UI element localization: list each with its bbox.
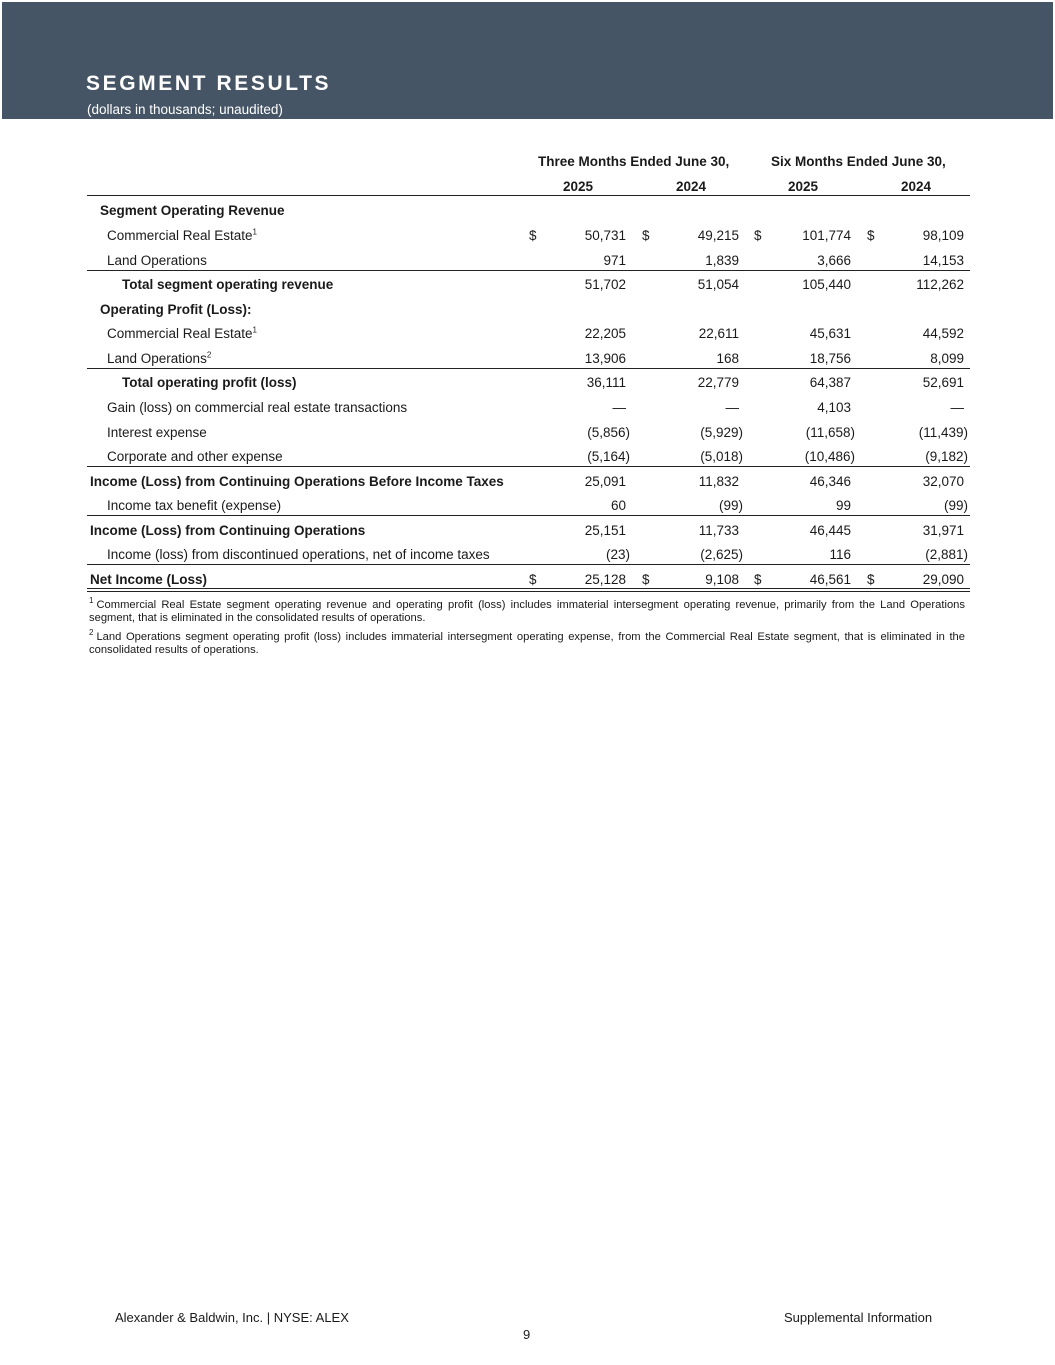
row-rule	[87, 564, 970, 565]
double-rule-bottom	[87, 591, 970, 592]
row-label: Commercial Real Estate$^1$	[107, 325, 257, 341]
col-year-ytd-2025: 2025	[788, 179, 819, 194]
value-q-2024: (5,929)	[700, 425, 743, 440]
page-number: 9	[523, 1327, 531, 1342]
value-q-2025: 25,128	[584, 572, 626, 587]
table-row-land-revenue	[87, 248, 970, 272]
value-ytd-2025: 99	[835, 498, 851, 513]
footer-section: Supplemental Information	[784, 1310, 933, 1325]
value-ytd-2025: 46,445	[809, 523, 851, 538]
footnote-1: $^1$ Commercial Real Estate segment operating revenue and operating profit (loss) includes immaterial intersegment operating revenue, primarily from the Land Operations segment, that is eliminated in the consolidated results of operations.	[89, 596, 965, 624]
value-ytd-2024: (99)	[943, 498, 968, 513]
currency-symbol: $	[642, 572, 650, 587]
row-label: Commercial Real Estate$^1$	[107, 227, 257, 243]
header-rule	[87, 195, 970, 196]
value-q-2024: 51,054	[697, 277, 739, 292]
currency-symbol: $	[754, 228, 762, 243]
row-label: Segment Operating Revenue	[100, 203, 285, 218]
value-ytd-2024: 31,971	[922, 523, 964, 538]
footnote-text: Land Operations segment operating profit (loss) includes immaterial intersegment operating expense, from the Commercial Real Estate segment, that is eliminated in the consolidated results of operations.	[89, 631, 965, 656]
value-q-2024: 22,611	[698, 326, 739, 341]
value-ytd-2024: 29,090	[922, 572, 964, 587]
table-row-total-operating-profit	[87, 370, 970, 394]
row-rule	[87, 466, 970, 467]
table-row-pretax-income	[87, 469, 970, 493]
value-ytd-2025: 101,774	[802, 228, 851, 243]
row-label: Total operating profit (loss)	[122, 375, 297, 390]
table-row-cre-operating-profit	[87, 321, 970, 345]
value-ytd-2025: 4,103	[817, 400, 851, 415]
col-year-ytd-2024: 2024	[901, 179, 932, 194]
value-ytd-2024: (2,881)	[925, 547, 968, 562]
table-row-income-tax	[87, 493, 970, 517]
value-q-2024: 168	[716, 351, 739, 366]
value-q-2024: 49,215	[697, 228, 739, 243]
value-ytd-2024: 98,109	[922, 228, 964, 243]
value-q-2025: —	[612, 400, 626, 415]
value-ytd-2025: 46,346	[809, 474, 851, 489]
double-rule-top	[87, 588, 970, 589]
row-label: Land Operations	[107, 253, 207, 268]
table-row-discontinued-ops	[87, 542, 970, 566]
value-ytd-2025: 45,631	[809, 326, 851, 341]
row-label: Income (loss) from discontinued operations, net of income taxes	[107, 547, 490, 562]
value-ytd-2025: (10,486)	[804, 449, 855, 464]
row-label: Gain (loss) on commercial real estate transactions	[107, 400, 408, 415]
value-q-2025: 51,702	[584, 277, 626, 292]
row-label: Net Income (Loss)	[90, 572, 208, 587]
table-row-continuing-ops	[87, 518, 970, 542]
row-rule	[87, 368, 970, 369]
table-row-operating-profit-heading	[87, 297, 970, 321]
value-q-2025: (5,856)	[587, 425, 630, 440]
currency-symbol: $	[529, 228, 537, 243]
row-label: Total segment operating revenue	[122, 277, 334, 292]
table-row-corporate-expense	[87, 444, 970, 468]
value-q-2024: 11,832	[698, 474, 739, 489]
value-ytd-2025: 3,666	[817, 253, 851, 268]
value-q-2024: 9,108	[705, 572, 739, 587]
col-year-q-2025: 2025	[563, 179, 594, 194]
value-q-2025: 22,205	[584, 326, 626, 341]
col-group-six-months: Six Months Ended June 30,	[771, 154, 946, 169]
value-q-2024: (5,018)	[700, 449, 743, 464]
value-ytd-2025: (11,658)	[805, 425, 855, 440]
value-q-2024: 11,733	[698, 523, 739, 538]
value-ytd-2024: 14,153	[922, 253, 964, 268]
table-row-segment-revenue-heading	[87, 198, 970, 222]
col-group-three-months: Three Months Ended June 30,	[538, 154, 730, 169]
value-q-2025: (23)	[605, 547, 630, 562]
row-label: Income (Loss) from Continuing Operations	[90, 523, 366, 538]
page-title: SEGMENT RESULTS	[86, 72, 332, 95]
value-q-2025: 13,906	[584, 351, 626, 366]
currency-symbol: $	[529, 572, 537, 587]
value-q-2025: 25,151	[584, 523, 626, 538]
currency-symbol: $	[754, 572, 762, 587]
value-q-2025: 25,091	[584, 474, 626, 489]
value-q-2025: (5,164)	[587, 449, 630, 464]
table-row-cre-revenue	[87, 223, 970, 247]
row-label: Income tax benefit (expense)	[107, 498, 282, 513]
value-q-2024: (2,625)	[700, 547, 743, 562]
table-row-gain-loss-transactions	[87, 395, 970, 419]
col-year-q-2024: 2024	[676, 179, 707, 194]
value-ytd-2025: 64,387	[809, 375, 851, 390]
page-subtitle: (dollars in thousands; unaudited)	[87, 102, 283, 117]
row-rule	[87, 270, 970, 271]
value-ytd-2025: 46,561	[809, 572, 851, 587]
row-label: Operating Profit (Loss):	[100, 302, 252, 317]
value-ytd-2024: (9,182)	[925, 449, 968, 464]
footer-company: Alexander & Baldwin, Inc. | NYSE: ALEX	[115, 1310, 349, 1325]
row-label: Corporate and other expense	[107, 449, 283, 464]
header-banner	[2, 2, 1053, 119]
value-q-2025: 50,731	[584, 228, 626, 243]
value-ytd-2024: —	[950, 400, 964, 415]
value-ytd-2025: 18,756	[809, 351, 851, 366]
value-q-2024: (99)	[718, 498, 743, 513]
value-ytd-2024: 8,099	[930, 351, 964, 366]
value-ytd-2024: 32,070	[922, 474, 964, 489]
value-ytd-2024: 44,592	[922, 326, 964, 341]
table-row-interest-expense	[87, 420, 970, 444]
value-ytd-2024: 52,691	[922, 375, 964, 390]
row-label: Interest expense	[107, 425, 207, 440]
value-q-2024: 22,779	[697, 375, 739, 390]
table-row-total-revenue	[87, 272, 970, 296]
footnote-2: $^2$ Land Operations segment operating profit (loss) includes immaterial intersegment operating expense, from the Commercial Real Estate segment, that is eliminated in the consolidated results of operations.	[89, 628, 965, 656]
currency-symbol: $	[642, 228, 650, 243]
value-ytd-2025: 116	[829, 547, 851, 562]
row-label: Land Operations$^2$	[107, 350, 212, 366]
value-q-2025: 60	[610, 498, 626, 513]
currency-symbol: $	[867, 572, 875, 587]
value-q-2025: 36,111	[586, 375, 626, 390]
value-ytd-2024: (11,439)	[918, 425, 968, 440]
value-q-2024: —	[725, 400, 739, 415]
row-rule	[87, 515, 970, 516]
value-ytd-2024: 112,262	[916, 277, 964, 292]
value-ytd-2025: 105,440	[802, 277, 851, 292]
currency-symbol: $	[867, 228, 875, 243]
value-q-2024: 1,839	[705, 253, 739, 268]
row-label: Income (Loss) from Continuing Operations Before Income Taxes	[90, 474, 504, 489]
value-q-2025: 971	[603, 253, 626, 268]
footnote-text: Commercial Real Estate segment operating revenue and operating profit (loss) includes immaterial intersegment operating revenue, primarily from the Land Operations segment, that is eliminated in the consolidated results of operations.	[89, 599, 965, 624]
table-row-land-operating-profit	[87, 346, 970, 370]
